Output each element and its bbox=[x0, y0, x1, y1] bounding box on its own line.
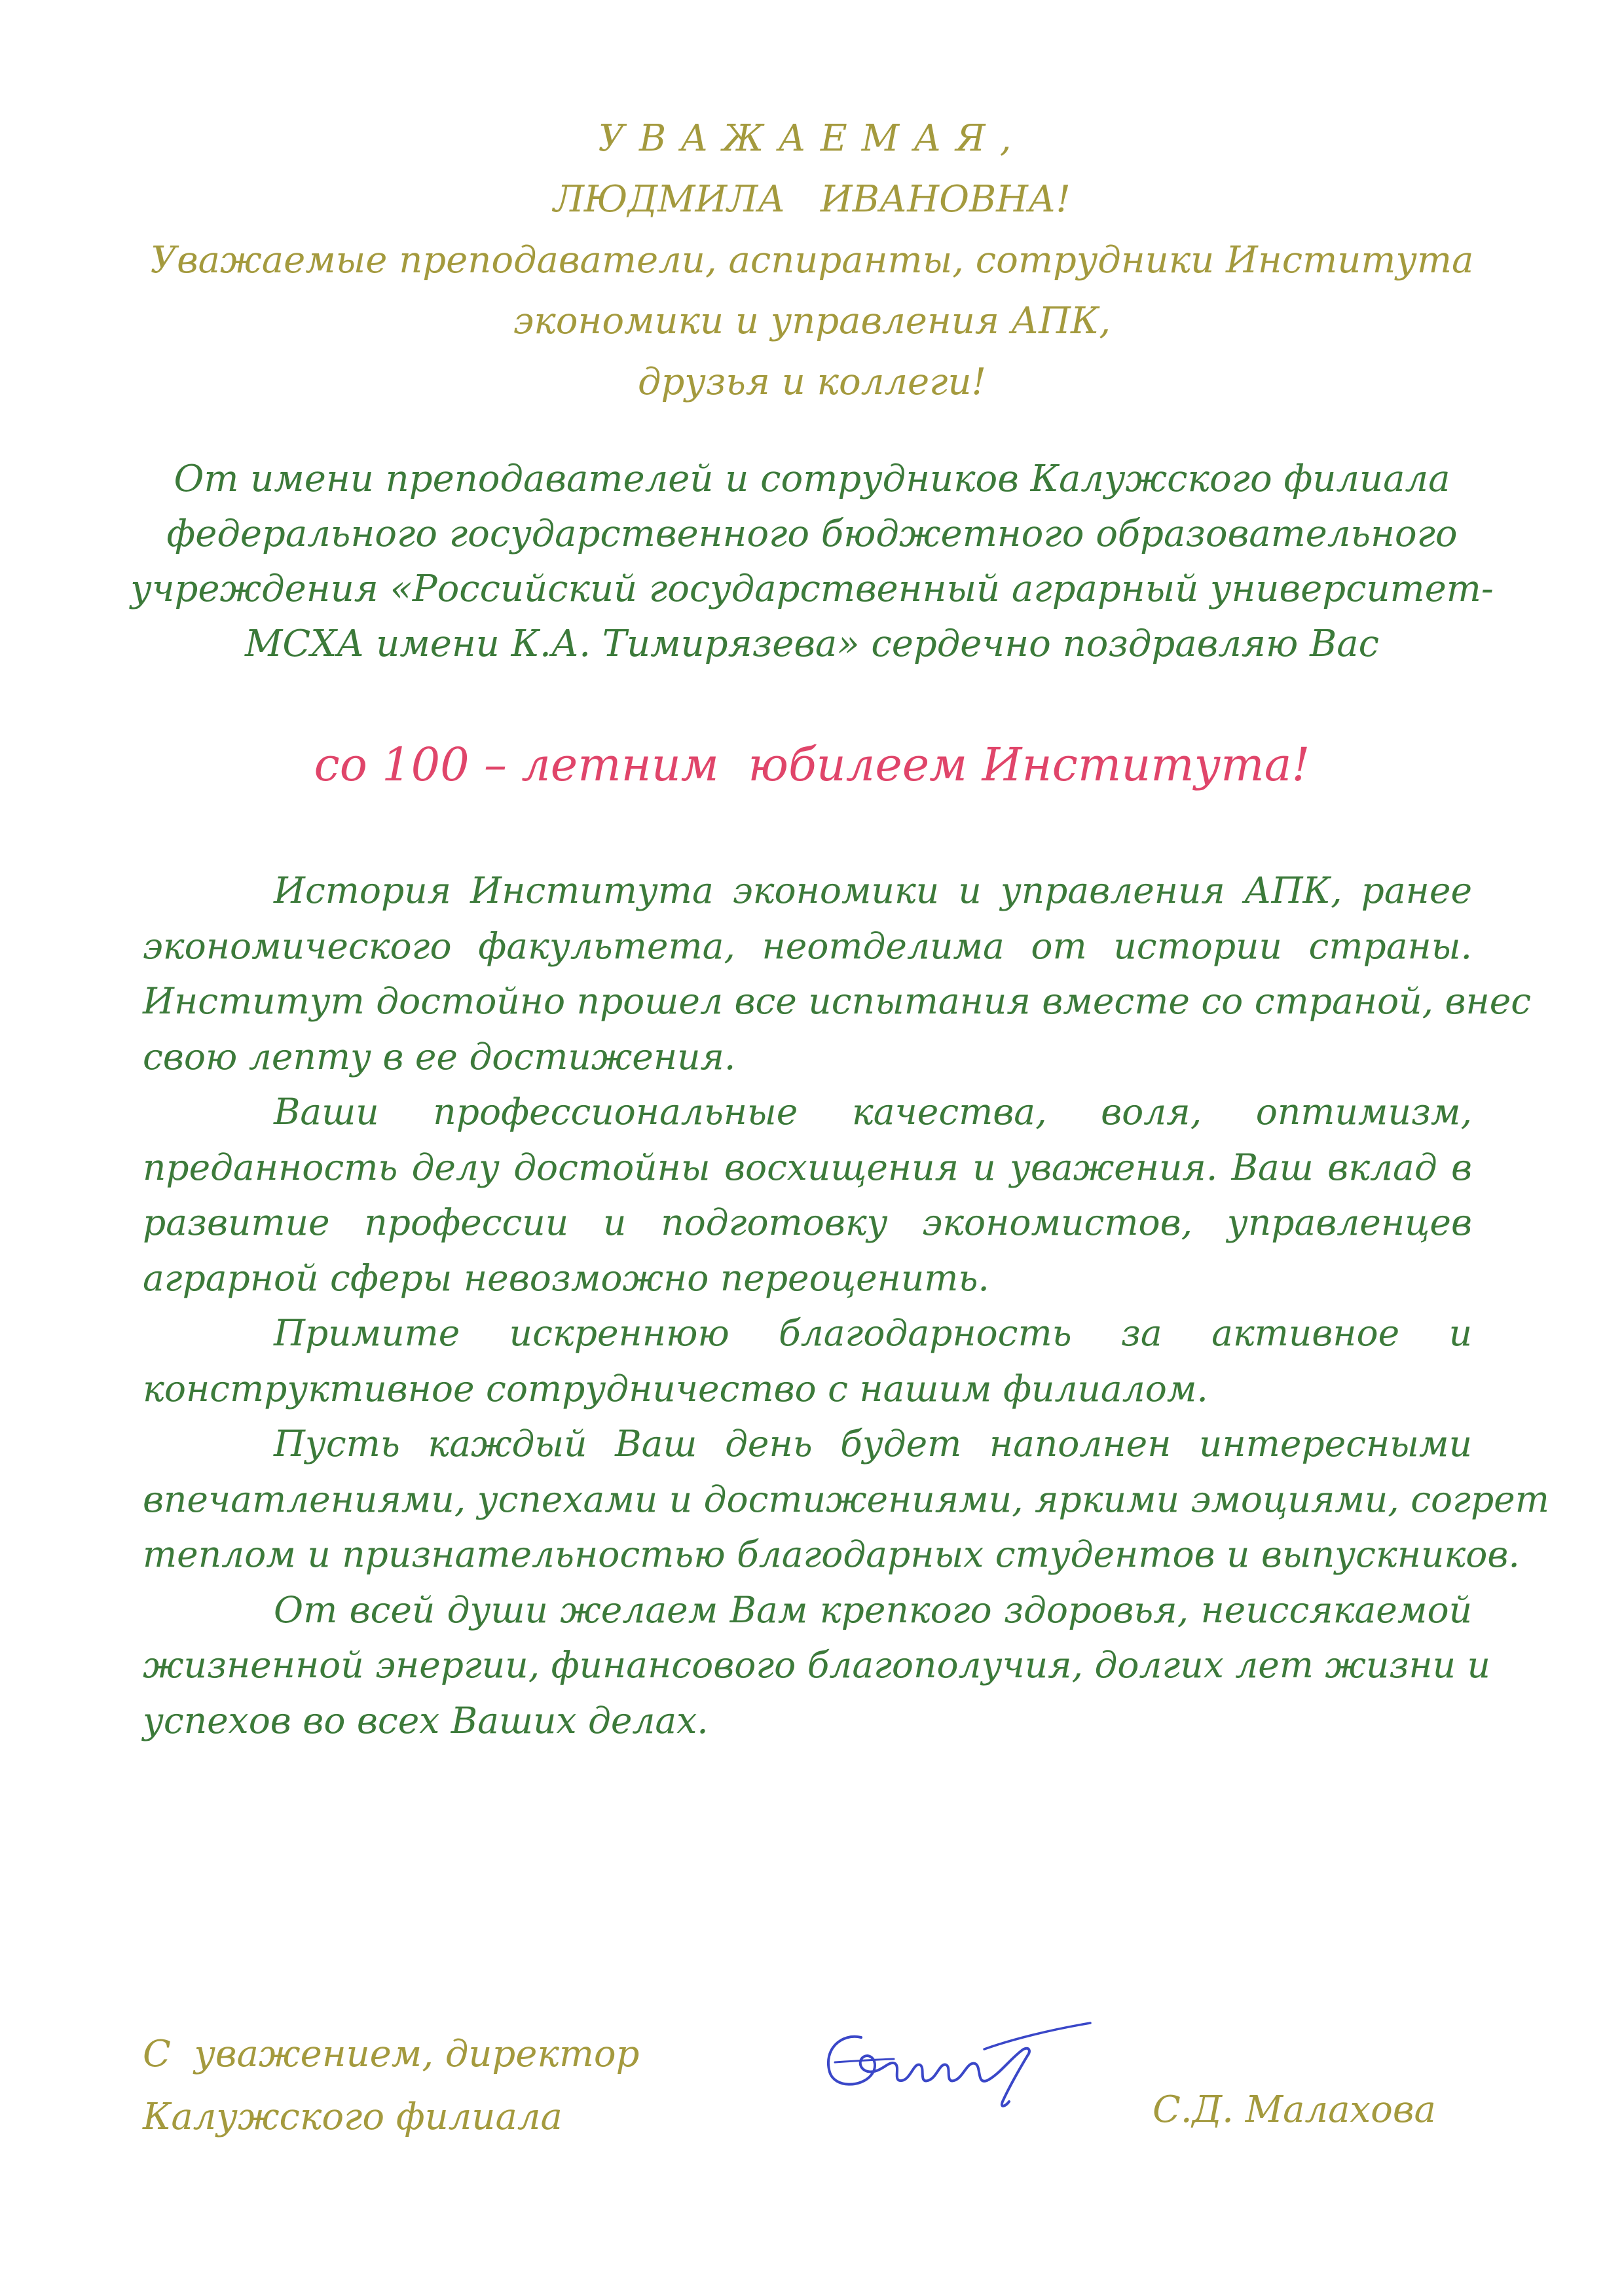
signoff-block bbox=[143, 2023, 640, 2149]
intro-line-3: учреждения «Российский государственный аграрный университет- bbox=[130, 568, 1494, 610]
body-line: конструктивное сотрудничество с нашим филиалом. bbox=[143, 1367, 1208, 1410]
jubilee-heading: со 100 – летним юбилеем Института! bbox=[314, 738, 1310, 792]
body-line: теплом и признательностью благодарных студентов и выпускников. bbox=[143, 1533, 1520, 1575]
letter-body bbox=[143, 863, 1549, 1748]
salutation-block bbox=[0, 108, 1624, 412]
signoff-title: С уважением, директор bbox=[143, 2033, 640, 2075]
body-line: От всей души желаем Вам крепкого здоровья, неиссякаемой bbox=[274, 1588, 1472, 1631]
intro-line-2: федерального государственного бюджетного образовательного bbox=[166, 513, 1458, 555]
body-line: Пусть каждый Ваш день будет наполнен интересными bbox=[274, 1423, 1472, 1465]
body-line: экономического факультета, неотделима от истории страны. bbox=[143, 924, 1472, 967]
body-line: успехов во всех Ваших делах. bbox=[143, 1699, 709, 1741]
body-line: развитие профессии и подготовку экономистов, управленцев bbox=[143, 1201, 1472, 1243]
salutation-line-5: друзья и коллеги! bbox=[637, 361, 987, 403]
body-line: жизненной энергии, финансового благополучия, долгих лет жизни и bbox=[143, 1644, 1490, 1686]
salutation-line-3: Уважаемые преподаватели, аспиранты, сотрудники Института bbox=[150, 239, 1474, 282]
body-line: аграрной сферы невозможно переоценить. bbox=[143, 1256, 989, 1299]
intro-block bbox=[0, 452, 1624, 672]
salutation-name: ЛЮДМИЛА ИВАНОВНА! bbox=[553, 178, 1071, 221]
salutation-line-1: УВАЖАЕМАЯ, bbox=[598, 117, 1026, 160]
body-line: История Института экономики и управления АПК, ранее bbox=[274, 869, 1472, 911]
body-line: преданность делу достойны восхищения и уважения. Ваш вклад в bbox=[143, 1146, 1472, 1188]
signatory-name: С.Д. Малахова bbox=[1153, 2088, 1436, 2131]
signoff-organization: Калужского филиала bbox=[143, 2096, 563, 2138]
body-line: впечатлениями, успехами и достижениями, яркими эмоциями, согрет bbox=[143, 1478, 1549, 1520]
salutation-line-4: экономики и управления АПК, bbox=[513, 300, 1111, 342]
intro-line-4: МСХА имени К.А. Тимирязева» сердечно поздравляю Вас bbox=[245, 623, 1379, 665]
body-line: свою лепту в ее достижения. bbox=[143, 1035, 736, 1078]
handwritten-signature bbox=[815, 2003, 1103, 2115]
body-line: Ваши профессиональные качества, воля, оптимизм, bbox=[274, 1091, 1472, 1133]
intro-line-1: От имени преподавателей и сотрудников Калужского филиала bbox=[174, 458, 1450, 500]
body-line: Институт достойно прошел все испытания вместе со страной, внес bbox=[143, 980, 1532, 1022]
body-line: Примите искреннюю благодарность за активное и bbox=[274, 1312, 1472, 1354]
